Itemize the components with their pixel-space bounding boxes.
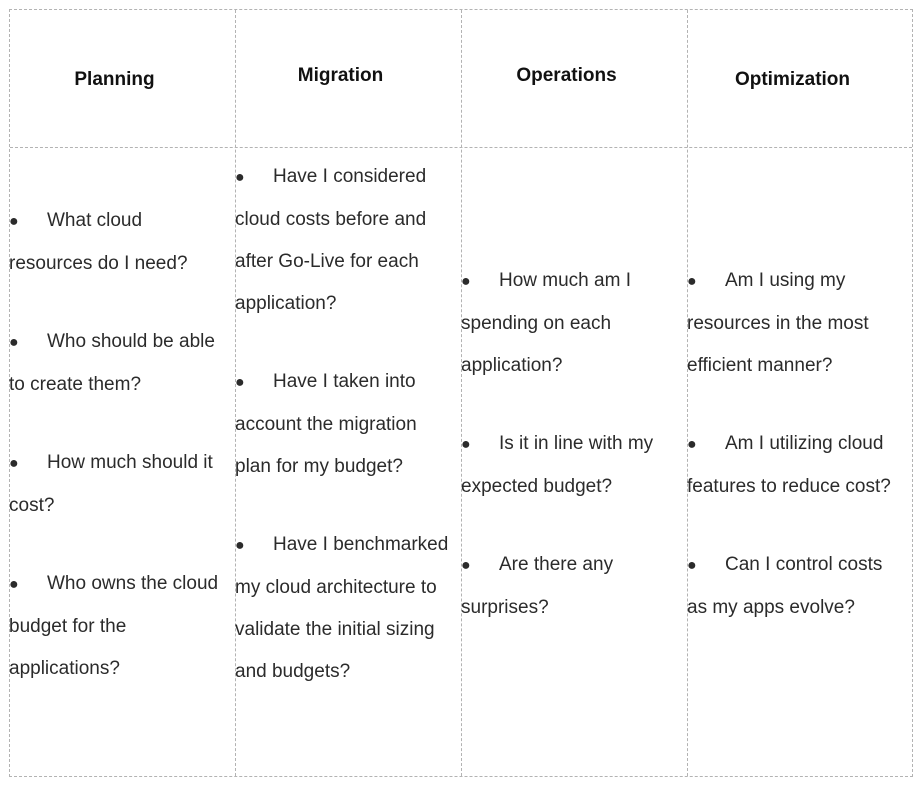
- list-item: [461, 260, 677, 387]
- list-item-text: Is it in line with my expected budget?: [461, 433, 654, 497]
- list-item-text: How much am I spending on each application?: [461, 270, 631, 376]
- bullet-icon: ●: [687, 557, 697, 574]
- list-item: [687, 423, 903, 508]
- list-item-text: Who should be able to create them?: [9, 331, 215, 395]
- list-item-text: Have I considered cloud costs before and after Go-Live for each application?: [235, 166, 427, 314]
- optimization-cell: [687, 260, 903, 629]
- bullet-icon: ●: [461, 436, 471, 453]
- list-item: [9, 200, 225, 285]
- bullet-icon: ●: [235, 169, 245, 186]
- header-optimization: Optimization: [734, 69, 851, 90]
- list-item: [235, 156, 451, 325]
- list-item-text: Have I benchmarked my cloud architecture to validate the initial sizing and budgets?: [235, 534, 449, 682]
- planning-cell: [9, 200, 225, 690]
- list-item: [461, 423, 677, 508]
- header-divider: [10, 147, 912, 148]
- list-item: [9, 321, 225, 406]
- list-item: [687, 544, 903, 629]
- bullet-icon: ●: [235, 374, 245, 391]
- list-item: [461, 544, 677, 629]
- header-operations: Operations: [516, 65, 617, 86]
- list-item-text: Am I using my resources in the most efficient manner?: [687, 270, 869, 376]
- bullet-icon: ●: [9, 576, 19, 593]
- bullet-icon: ●: [687, 436, 697, 453]
- list-item: [9, 442, 225, 527]
- list-item-text: What cloud resources do I need?: [9, 210, 188, 274]
- bullet-icon: ●: [687, 273, 697, 290]
- bullet-icon: ●: [461, 557, 471, 574]
- list-item: [9, 563, 225, 690]
- header-migration: Migration: [297, 65, 384, 86]
- list-item-text: Am I utilizing cloud features to reduce cost?: [687, 433, 891, 497]
- list-item: [687, 260, 903, 387]
- bullet-icon: ●: [9, 213, 19, 230]
- list-item-text: Who owns the cloud budget for the applications?: [9, 573, 219, 679]
- list-item-text: Can I control costs as my apps evolve?: [687, 554, 883, 618]
- list-item-text: Are there any surprises?: [461, 554, 614, 618]
- header-planning: Planning: [74, 69, 155, 90]
- bullet-icon: ●: [235, 537, 245, 554]
- list-item-text: How much should it cost?: [9, 452, 213, 516]
- operations-cell: [461, 260, 677, 629]
- migration-cell: [235, 156, 451, 693]
- bullet-icon: ●: [461, 273, 471, 290]
- bullet-icon: ●: [9, 334, 19, 351]
- bullet-icon: ●: [9, 455, 19, 472]
- list-item-text: Have I taken into account the migration plan for my budget?: [235, 371, 417, 477]
- list-item: [235, 361, 451, 488]
- list-item: [235, 524, 451, 693]
